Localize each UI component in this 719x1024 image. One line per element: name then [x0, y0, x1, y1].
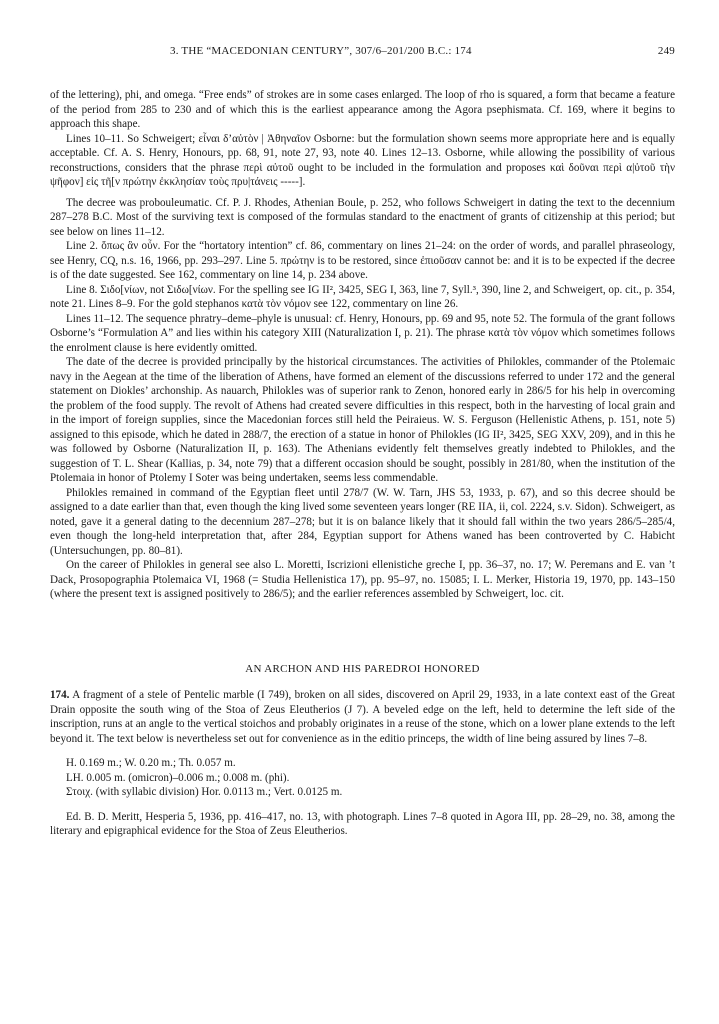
entry-number: 174. [50, 689, 70, 701]
measurement-dimensions: H. 0.169 m.; W. 0.20 m.; Th. 0.057 m. [66, 757, 236, 769]
paragraph-philokles-command: Philokles remained in command of the Egyptian fleet until 278/7 (W. W. Tarn, JHS 53, 1933, p. 67), and so this decree should be assigned to a date earlier than that, even though the king lived some seventeen years longer (RE IIA, ii, col. 2224, s.v. Sidon). Schweigert, as noted, gave it a general dating to the decennium 287–278; but it is on balance likely that it should fall within the two years 286/5–285/4, even though the long-held interpretation that, after 284, Egyptian support for Athens waned has been controverted by C. Habicht (Untersuchungen, pp. 80–81). [50, 486, 675, 557]
measurement-letter-height: LH. 0.005 m. (omicron)–0.006 m.; 0.008 m. (phi). [66, 771, 290, 784]
entry-text: A fragment of a stele of Pentelic marble (I 749), broken on all sides, discovered on April 29, 1933, in a late context east of the Great Drain opposite the south wing of the Stoa of Zeus Eleutherios (J 7). A beveled edge on the left, held to determine the left side of the inscription, runs at an angle to the vertical stoichos and probably originates in a reuse of the stone, which on a lower plane extends to the left beyond it. The text below is nevertheless set out for convenience as in the editio princeps, the width of line being assured by lines 7–8. [50, 689, 675, 745]
paragraph-line-8: Line 8. Σιδο[νίων, not Σιδω[νίων. For the spelling see IG II², 3425, SEG I, 363, line 7, Syll.³, 390, line 2, and Schweigert, op. cit., p. 354, note 21. Lines 8–9. For the gold stephanos κατὰ τὸν νόμον see 122, commentary on line 26. [50, 283, 675, 310]
paragraph-date: The date of the decree is provided principally by the historical circumstances. The activities of Philokles, commander of the Ptolemaic navy in the Aegean at the time of the liberation of Athens, have formed an element of the discussions referred to under 172 and the general statement on Diokles’ archonship. As nauarch, Philokles was of superior rank to Zenon, honored early in 286/5 for his help in overcoming the problem of the food supply. The revolt of Athens had created severe difficulties in this respect, both in the harvesting of local grain and in the import of foreign supplies, since the Macedonian forces still held the Peiraieus. W. S. Ferguson (Hellenistic Athens, p. 151, note 5) assigned to this episode, which he dated in 288/7, the erection of a statue in honor of Philokles (IG II², 3425, SEG XXV, 209), and in this he was followed by Osborne (Naturalization II, p. 163). The Athenians evidently felt themselves greatly indebted to Philokles, and the suggestion of T. L. Shear (Kallias, p. 34, note 79) that a different occasion should be sought, possibly in 281/80, when the institution of the Ptolemaia in honor of Ptolemy I Soter was being undertaken, seems less commendable. [50, 356, 675, 484]
measurements [66, 756, 675, 800]
page-header [50, 44, 675, 60]
paragraph-lines-10-13: Lines 10–11. So Schweigert; εἶναι δ’αὐτὸν | Ἀθηναῖον Osborne: but the formulation shown seems more appropriate here and is equally acceptable. Cf. A. S. Henry, Honours, pp. 68, 91, note 27, 93, note 40. Lines 12–13. Osborne, while allowing the possibility of various reconstructions, considers that the phrase περὶ αὐτοῦ ought to be included in the formulation and proposes καὶ δοῦναι περὶ α|ὐτοῦ τὴν ψῆφον] εἰς τῆ[ν πρώτην ἐκκλησίαν τοὺς πρυ|τάνεις -----]. [50, 132, 675, 188]
section-title: AN ARCHON AND HIS PAREDROI HONORED [245, 662, 480, 675]
page [50, 44, 675, 839]
entry-paragraph [50, 688, 675, 746]
paragraph-lines-11-12: Lines 11–12. The sequence phratry–deme–phyle is unusual: cf. Henry, Honours, pp. 69 and 95, note 52. The formula of the grant follows Osborne’s “Formulation A” and lies within his category XIII (Naturalization I, p. 21). The phrase κατὰ τὸν νόμον which sometimes follows the enrolment clause is here evidently omitted. [50, 312, 675, 354]
running-head: 3. THE “MACEDONIAN CENTURY”, 307/6–201/200 B.C.: 174 [170, 45, 472, 57]
paragraph-probouleumatic: The decree was probouleumatic. Cf. P. J. Rhodes, Athenian Boule, p. 252, who follows Schweigert in dating the text to the decennium 287–278 B.C. Most of the surviving text is composed of the formulas standard to the enactment of grants of citizenship at this period; but see below on lines 11–12. [50, 196, 675, 238]
measurement-stoichedon: Στοιχ. (with syllabic division) Hor. 0.0113 m.; Vert. 0.0125 m. [66, 786, 343, 798]
paragraph-line-2: Line 2. ὅπως ἂν οὖν. For the “hortatory intention” cf. 86, commentary on lines 21–24: on the order of words, and parallel phraseology, see Henry, CQ, n.s. 16, 1966, pp. 293–297. Line 5. πρώτην is to be restored, since ἐπιοῦσαν cannot be: and it is to be expected if the decree is of the date suggested. See 162, commentary on line 14, p. 234 above. [50, 240, 675, 281]
page-number: 249 [657, 45, 675, 57]
paragraph-philokles-career: On the career of Philokles in general see also L. Moretti, Iscrizioni ellenistiche greche I, pp. 36–37, no. 17; W. Peremans and E. van ’t Dack, Prosopographia Ptolemaica VI, 1968 (= Studia Hellenistica 17), pp. 95–97, no. 15085; I. L. Merker, Historia 19, 1970, pp. 143–150 (where the present text is assigned positively to 286/5); and the earlier references assembled by Schweigert, loc. cit. [50, 559, 675, 600]
edition-paragraph: Ed. B. D. Meritt, Hesperia 5, 1936, pp. 416–417, no. 13, with photograph. Lines 7–8 quoted in Agora III, pp. 28–29, no. 38, among the literary and epigraphical evidence for the Stoa of Zeus Eleutherios. [50, 810, 675, 837]
paragraph-lettering: of the lettering), phi, and omega. “Free ends” of strokes are in some cases enlarged. The loop of rho is squared, a form that became a feature of the period from 285 to 230 and of which this is the earliest appearance among the Agora psephismata. Cf. 169, where it begins to approach this shape. [50, 89, 675, 130]
